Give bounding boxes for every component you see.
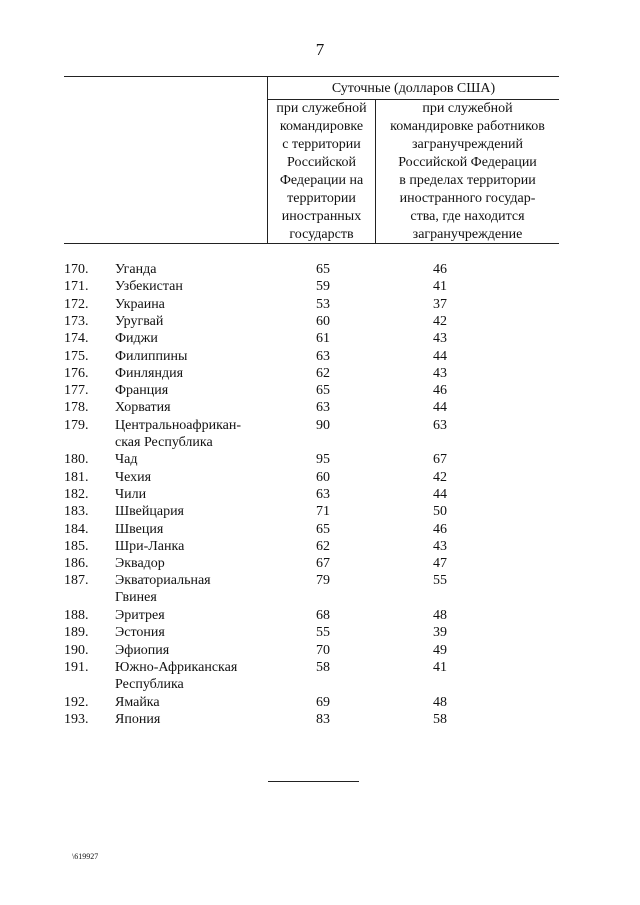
rate-foreign-office-staff: 43 [433,538,447,554]
rate-foreign-office-staff: 50 [433,504,447,520]
country-name: Эфиопия [115,642,170,658]
rate-foreign-office-staff: 63 [433,417,447,433]
rate-domestic-trip: 65 [316,383,330,399]
country-name: Франция [115,383,169,399]
row-number: 187. [64,573,89,589]
header-line: государств [289,227,354,242]
country-name: Филиппины [115,348,188,364]
rate-domestic-trip: 55 [316,625,330,641]
header-line: иностранного государ- [399,191,536,206]
country-name: Ямайка [115,694,160,710]
rate-domestic-trip: 69 [316,694,330,710]
country-name: Фиджи [115,331,158,347]
rate-domestic-trip: 70 [316,642,330,658]
rate-foreign-office-staff: 42 [433,469,447,485]
header-line: командировке работников [390,119,545,134]
country-name: Уганда [115,262,157,277]
rate-domestic-trip: 53 [316,296,330,312]
rate-domestic-trip: 62 [316,538,330,554]
row-number: 178. [64,400,89,416]
rate-foreign-office-staff: 67 [433,452,447,468]
page-number: 7 [315,40,325,59]
country-name: Шри-Ланка [115,538,185,554]
row-number: 177. [64,383,89,399]
row-number: 176. [64,365,89,381]
rate-foreign-office-staff: 41 [433,279,447,295]
group-header-title: Суточные (долларов США) [331,81,496,96]
row-number: 171. [64,279,89,295]
closing-rule [268,781,359,782]
column-header-2 [376,100,559,244]
header-line: в пределах территории [399,173,536,188]
row-number: 184. [64,521,89,537]
rate-foreign-office-staff: 44 [433,486,447,502]
rate-foreign-office-staff: 37 [433,296,447,312]
row-number: 191. [64,659,89,675]
country-name: Швеция [115,521,164,537]
country-name: Украина [115,296,165,312]
rate-domestic-trip: 61 [316,331,330,347]
country-name: Чад [115,452,138,468]
country-name: Эквадор [115,556,165,572]
row-number: 180. [64,452,89,468]
country-name: Экваториальная Гвинея [115,573,211,606]
rate-domestic-trip: 59 [316,279,330,295]
row-number: 186. [64,556,89,572]
row-number: 183. [64,504,89,520]
rate-domestic-trip: 65 [316,521,330,537]
table-top-rule [64,76,559,77]
country-name: Япония [115,711,161,727]
country-name: Финляндия [115,365,184,381]
header-line: загранучреждение [412,227,523,242]
row-number: 175. [64,348,89,364]
row-number: 185. [64,538,89,554]
rate-domestic-trip: 90 [316,417,330,433]
country-name: Хорватия [115,400,171,416]
row-number: 173. [64,313,89,329]
footer-code: \619927 [72,852,99,861]
row-number: 181. [64,469,89,485]
rate-foreign-office-staff: 48 [433,608,447,623]
rate-foreign-office-staff: 46 [433,262,447,277]
rate-domestic-trip: 83 [316,711,330,727]
rate-foreign-office-staff: 55 [433,573,447,589]
header-line: иностранных [281,209,362,224]
row-number: 179. [64,417,89,433]
country-name: Чили [115,486,147,502]
rate-foreign-office-staff: 46 [433,521,447,537]
header-line: Федерации на [279,173,364,188]
rate-domestic-trip: 79 [316,573,330,589]
row-number: 189. [64,625,89,641]
header-line: Российской [287,155,356,170]
rate-domestic-trip: 63 [316,400,330,416]
rate-foreign-office-staff: 42 [433,313,447,329]
header-line: командировке [279,119,364,134]
row-number: 182. [64,486,89,502]
country-name: Эстония [115,625,165,641]
rate-domestic-trip: 60 [316,469,330,485]
row-number: 192. [64,694,89,710]
country-name: Уругвай [115,313,164,329]
row-number: 193. [64,711,89,727]
rate-domestic-trip: 62 [316,365,330,381]
country-name: Центральноафрикан- ская Республика [115,417,242,450]
header-line: загранучреждений [412,137,523,152]
rate-domestic-trip: 63 [316,486,330,502]
header-line: Российской Федерации [398,155,537,170]
rate-foreign-office-staff: 58 [433,711,447,727]
header-line: с территории [282,137,361,152]
rate-foreign-office-staff: 47 [433,556,447,572]
rate-foreign-office-staff: 43 [433,365,447,381]
rate-foreign-office-staff: 44 [433,400,447,416]
rate-foreign-office-staff: 48 [433,694,447,710]
country-name: Южно-Африканская Республика [115,659,238,692]
country-name: Чехия [115,469,152,485]
rate-foreign-office-staff: 44 [433,348,447,364]
rate-foreign-office-staff: 39 [433,625,447,641]
header-line: территории [287,191,356,206]
row-number: 188. [64,608,89,623]
header-line: при служебной [422,101,513,116]
rate-foreign-office-staff: 43 [433,331,447,347]
rate-domestic-trip: 68 [316,608,330,623]
row-number: 174. [64,331,89,347]
row-number: 190. [64,642,89,658]
rate-domestic-trip: 60 [316,313,330,329]
rate-foreign-office-staff: 49 [433,642,447,658]
column-header-1 [268,100,375,244]
header-line: при служебной [276,101,367,116]
rate-foreign-office-staff: 41 [433,659,447,675]
rate-foreign-office-staff: 46 [433,383,447,399]
rate-domestic-trip: 58 [316,659,330,675]
country-name: Швейцария [115,504,184,520]
rate-domestic-trip: 63 [316,348,330,364]
rate-domestic-trip: 71 [316,504,330,520]
rate-domestic-trip: 67 [316,556,330,572]
country-name: Эритрея [115,608,165,623]
row-number: 172. [64,296,89,312]
country-name: Узбекистан [115,279,183,295]
header-line: ства, где находится [410,209,525,224]
rate-domestic-trip: 65 [316,262,330,277]
rate-domestic-trip: 95 [316,452,330,468]
row-number: 170. [64,262,89,277]
